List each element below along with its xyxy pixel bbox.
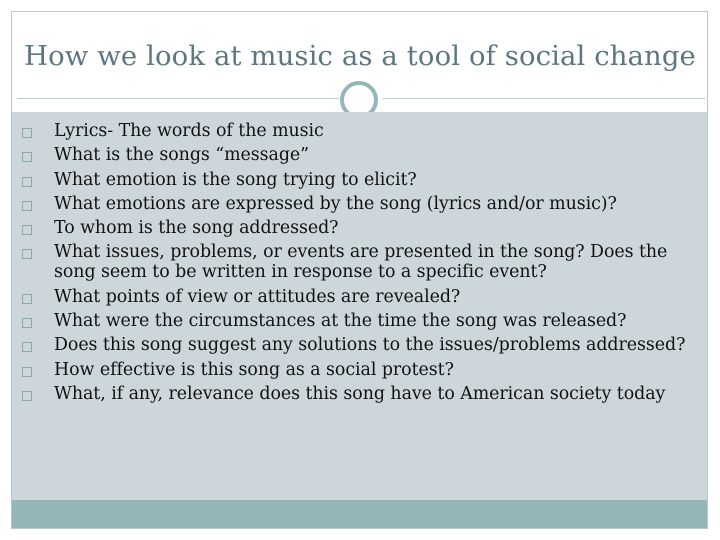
square-bullet-icon: [22, 201, 32, 211]
square-bullet-icon: [22, 128, 32, 138]
square-bullet-icon: [22, 391, 32, 401]
slide-title: How we look at music as a tool of social change: [24, 40, 696, 72]
bullet-item: [22, 384, 702, 404]
footer-bar: [12, 500, 707, 528]
bullet-text: What issues, problems, or events are presented in the song? Does the song seem to be written in response to a specific event?: [54, 242, 668, 283]
square-bullet-icon: [22, 318, 32, 328]
bullet-text: What were the circumstances at the time the song was released?: [54, 311, 627, 332]
square-bullet-icon: [22, 342, 32, 352]
bullet-text: How effective is this song as a social protest?: [54, 359, 454, 380]
bullet-text: What emotion is the song trying to elicit?: [54, 169, 417, 190]
bullet-item: [22, 121, 702, 141]
bullet-item: [22, 194, 702, 214]
bullet-text: To whom is the song addressed?: [54, 218, 339, 239]
bullet-text: What points of view or attitudes are revealed?: [54, 286, 461, 307]
square-bullet-icon: [22, 294, 32, 304]
bullet-text: Does this song suggest any solutions to the issues/problems addressed?: [54, 335, 686, 356]
bullet-item: [22, 335, 702, 355]
bullet-list: [22, 121, 702, 408]
bullet-item: [22, 170, 702, 190]
square-bullet-icon: [22, 152, 32, 162]
bullet-item: [22, 218, 702, 238]
bullet-item: [22, 242, 702, 282]
bullet-text: What, if any, relevance does this song have to American society today: [54, 383, 666, 404]
title-divider-left: [17, 98, 339, 99]
square-bullet-icon: [22, 249, 32, 259]
square-bullet-icon: [22, 177, 32, 187]
bullet-item: [22, 287, 702, 307]
bullet-text: What emotions are expressed by the song (lyrics and/or music)?: [54, 193, 617, 214]
bullet-item: [22, 360, 702, 380]
square-bullet-icon: [22, 367, 32, 377]
bullet-text: Lyrics- The words of the music: [54, 121, 324, 141]
bullet-text: What is the songs “message”: [54, 145, 310, 166]
square-bullet-icon: [22, 225, 32, 235]
title-divider-right: [383, 98, 705, 99]
bullet-item: [22, 311, 702, 331]
bullet-item: [22, 145, 702, 165]
